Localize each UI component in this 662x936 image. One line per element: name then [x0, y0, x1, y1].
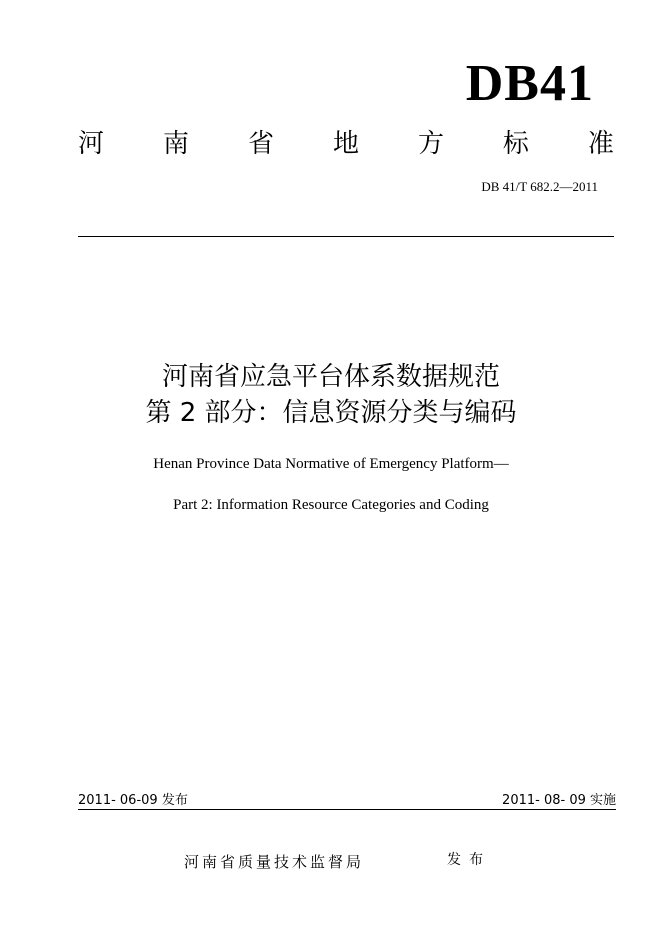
title-english-line-2: Part 2: Information Resource Categories and Coding: [173, 497, 489, 513]
standard-type-char: 准: [587, 129, 614, 159]
standard-type-char: 河: [78, 129, 105, 159]
standard-type-char: 地: [332, 129, 359, 159]
standard-number: DB 41/T 682.2—2011: [481, 179, 598, 194]
header-divider: [78, 236, 614, 237]
title-chinese-line-2: 第 2 部分：信息资源分类与编码: [145, 398, 517, 428]
issuing-action: 发布: [447, 852, 491, 868]
standard-type: [78, 128, 614, 160]
footer-divider: [78, 809, 616, 810]
standard-type-char: 省: [247, 129, 274, 159]
issuing-authority: 河南省质量技术监督局: [184, 853, 365, 871]
title-english-line-1: Henan Province Data Normative of Emergency Platform—: [153, 456, 509, 472]
standard-type-char: 南: [162, 129, 189, 159]
title-chinese-line-1: 河南省应急平台体系数据规范: [161, 362, 500, 392]
implementation-date: 2011- 08- 09 实施: [502, 793, 616, 808]
standard-type-char: 标: [502, 129, 529, 159]
issue-date: 2011- 06-09 发布: [78, 793, 188, 808]
standard-type-char: 方: [417, 129, 444, 159]
standard-code: DB41: [465, 55, 594, 112]
